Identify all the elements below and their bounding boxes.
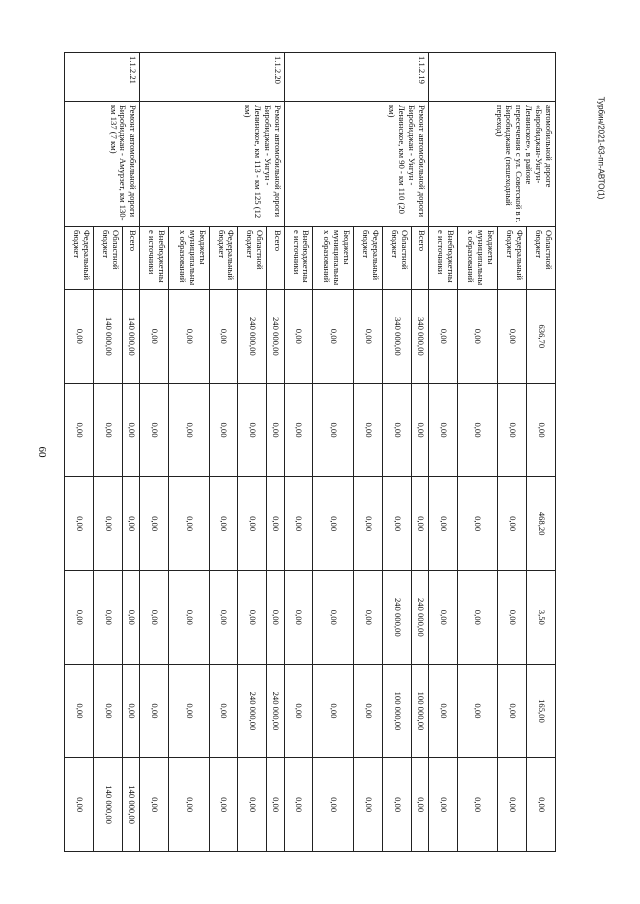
document-code: Турбин/2021-63-пп-АВТО(1): [596, 96, 606, 200]
amount-cell: 100 000,00: [411, 664, 428, 758]
amount-cell: 0,00: [428, 383, 457, 477]
amount-cell: 0,00: [457, 570, 497, 664]
item-code: 1.1.2.21: [65, 53, 140, 102]
amount-cell: 3,50: [527, 570, 556, 664]
item-code: 1.1.2.19: [284, 53, 428, 102]
amount-cell: 240 000,00: [411, 570, 428, 664]
amount-cell: 0,00: [122, 383, 139, 477]
amount-cell: 0,00: [238, 383, 267, 477]
amount-cell: 0,00: [411, 383, 428, 477]
amount-cell: 468,20: [527, 477, 556, 571]
amount-cell: 340 000,00: [411, 290, 428, 384]
amount-cell: 0,00: [284, 383, 313, 477]
item-code: 1.1.2.20: [140, 53, 284, 102]
item-name: автомобильной дороге «Биробиджан-Унгун-Ленинское», в районе пересечения с ул. Советской в г. Биробиджане (пешеходный переход): [428, 102, 555, 227]
funding-source: Всего: [267, 227, 284, 290]
amount-cell: 0,00: [140, 758, 169, 852]
amount-cell: 0,00: [411, 758, 428, 852]
funding-source: Внебюджетные источники: [428, 227, 457, 290]
amount-cell: 140 000,00: [94, 758, 123, 852]
funding-source: Внебюджетные источники: [284, 227, 313, 290]
amount-cell: 0,00: [267, 477, 284, 571]
amount-cell: 0,00: [169, 570, 209, 664]
amount-cell: 0,00: [353, 664, 382, 758]
budget-table-body: [65, 53, 556, 852]
table-row: [527, 53, 556, 852]
amount-cell: 0,00: [169, 290, 209, 384]
amount-cell: 0,00: [284, 664, 313, 758]
amount-cell: 0,00: [140, 383, 169, 477]
amount-cell: 0,00: [122, 664, 139, 758]
amount-cell: 0,00: [382, 477, 411, 571]
amount-cell: 0,00: [267, 758, 284, 852]
funding-source: Бюджеты муниципальных образований: [313, 227, 353, 290]
amount-cell: 240 000,00: [267, 664, 284, 758]
amount-cell: 140 000,00: [122, 290, 139, 384]
amount-cell: 0,00: [94, 383, 123, 477]
amount-cell: 0,00: [498, 290, 527, 384]
amount-cell: 0,00: [65, 477, 94, 571]
amount-cell: 0,00: [65, 570, 94, 664]
amount-cell: 0,00: [169, 477, 209, 571]
amount-cell: 0,00: [267, 383, 284, 477]
amount-cell: 0,00: [498, 477, 527, 571]
amount-cell: 0,00: [209, 290, 238, 384]
amount-cell: 0,00: [428, 664, 457, 758]
amount-cell: 0,00: [353, 383, 382, 477]
amount-cell: 0,00: [284, 290, 313, 384]
amount-cell: 0,00: [382, 383, 411, 477]
funding-source: Областной бюджет: [238, 227, 267, 290]
amount-cell: 636,70: [527, 290, 556, 384]
amount-cell: 0,00: [527, 383, 556, 477]
amount-cell: 165,00: [527, 664, 556, 758]
amount-cell: 0,00: [313, 758, 353, 852]
amount-cell: 0,00: [428, 758, 457, 852]
amount-cell: 0,00: [457, 664, 497, 758]
amount-cell: 0,00: [353, 290, 382, 384]
table-row: [411, 53, 428, 852]
item-name: Ремонт автомобильной дороги Биробиджан - Унгун - Ленинское, км 113 - км 125 (12 км): [140, 102, 284, 227]
amount-cell: 0,00: [457, 383, 497, 477]
amount-cell: 0,00: [122, 570, 139, 664]
amount-cell: 0,00: [284, 570, 313, 664]
amount-cell: 0,00: [65, 758, 94, 852]
amount-cell: 0,00: [313, 477, 353, 571]
amount-cell: 0,00: [498, 570, 527, 664]
amount-cell: 0,00: [238, 758, 267, 852]
amount-cell: 0,00: [457, 477, 497, 571]
amount-cell: 0,00: [457, 290, 497, 384]
amount-cell: 0,00: [65, 290, 94, 384]
amount-cell: 240 000,00: [238, 290, 267, 384]
amount-cell: 0,00: [238, 477, 267, 571]
funding-source: Внебюджетные источники: [140, 227, 169, 290]
funding-source: Федеральный бюджет: [498, 227, 527, 290]
amount-cell: 0,00: [65, 664, 94, 758]
amount-cell: 0,00: [457, 758, 497, 852]
amount-cell: 0,00: [140, 570, 169, 664]
item-code: [428, 53, 555, 102]
page-number: 60: [36, 446, 48, 458]
funding-source: Областной бюджет: [527, 227, 556, 290]
funding-source: Областной бюджет: [382, 227, 411, 290]
amount-cell: 0,00: [209, 477, 238, 571]
amount-cell: 0,00: [209, 383, 238, 477]
amount-cell: 0,00: [353, 758, 382, 852]
amount-cell: 0,00: [428, 570, 457, 664]
amount-cell: 0,00: [313, 664, 353, 758]
funding-source: Федеральный бюджет: [65, 227, 94, 290]
amount-cell: 0,00: [140, 664, 169, 758]
item-name: Ремонт автомобильной дороги Биробиджан - Амурзет, км 130- км 137 (7 км): [65, 102, 140, 227]
amount-cell: 0,00: [428, 290, 457, 384]
amount-cell: 0,00: [169, 758, 209, 852]
amount-cell: 0,00: [209, 758, 238, 852]
funding-source: Областной бюджет: [94, 227, 123, 290]
amount-cell: 140 000,00: [94, 290, 123, 384]
funding-source: Всего: [411, 227, 428, 290]
amount-cell: 0,00: [498, 383, 527, 477]
item-name: Ремонт автомобильной дороги Биробиджан - Унгун - Ленинское, км 90 - км 110 (20 км): [284, 102, 428, 227]
amount-cell: 0,00: [411, 477, 428, 571]
amount-cell: 0,00: [94, 664, 123, 758]
amount-cell: 0,00: [122, 477, 139, 571]
amount-cell: 0,00: [498, 758, 527, 852]
amount-cell: 0,00: [313, 383, 353, 477]
amount-cell: 0,00: [238, 570, 267, 664]
amount-cell: 240 000,00: [238, 664, 267, 758]
amount-cell: 0,00: [284, 758, 313, 852]
amount-cell: 0,00: [498, 664, 527, 758]
budget-table: [64, 52, 556, 852]
amount-cell: 100 000,00: [382, 664, 411, 758]
funding-source: Всего: [122, 227, 139, 290]
amount-cell: 240 000,00: [382, 570, 411, 664]
funding-source: Федеральный бюджет: [209, 227, 238, 290]
amount-cell: 0,00: [353, 570, 382, 664]
amount-cell: 0,00: [94, 570, 123, 664]
amount-cell: 0,00: [267, 570, 284, 664]
funding-source: Бюджеты муниципальных образований: [457, 227, 497, 290]
table-row: [122, 53, 139, 852]
funding-source: Федеральный бюджет: [353, 227, 382, 290]
amount-cell: 340 000,00: [382, 290, 411, 384]
amount-cell: 0,00: [140, 477, 169, 571]
amount-cell: 0,00: [428, 477, 457, 571]
amount-cell: 0,00: [353, 477, 382, 571]
amount-cell: 0,00: [169, 664, 209, 758]
amount-cell: 0,00: [209, 570, 238, 664]
amount-cell: 0,00: [284, 477, 313, 571]
amount-cell: 0,00: [209, 664, 238, 758]
amount-cell: 0,00: [313, 290, 353, 384]
funding-source: Бюджеты муниципальных образований: [169, 227, 209, 290]
amount-cell: 0,00: [140, 290, 169, 384]
amount-cell: 0,00: [65, 383, 94, 477]
amount-cell: 0,00: [94, 477, 123, 571]
budget-table-wrapper: [64, 52, 556, 852]
table-row: [267, 53, 284, 852]
amount-cell: 0,00: [527, 758, 556, 852]
amount-cell: 0,00: [169, 383, 209, 477]
amount-cell: 0,00: [382, 758, 411, 852]
amount-cell: 240 000,00: [267, 290, 284, 384]
amount-cell: 0,00: [313, 570, 353, 664]
amount-cell: 140 000,00: [122, 758, 139, 852]
